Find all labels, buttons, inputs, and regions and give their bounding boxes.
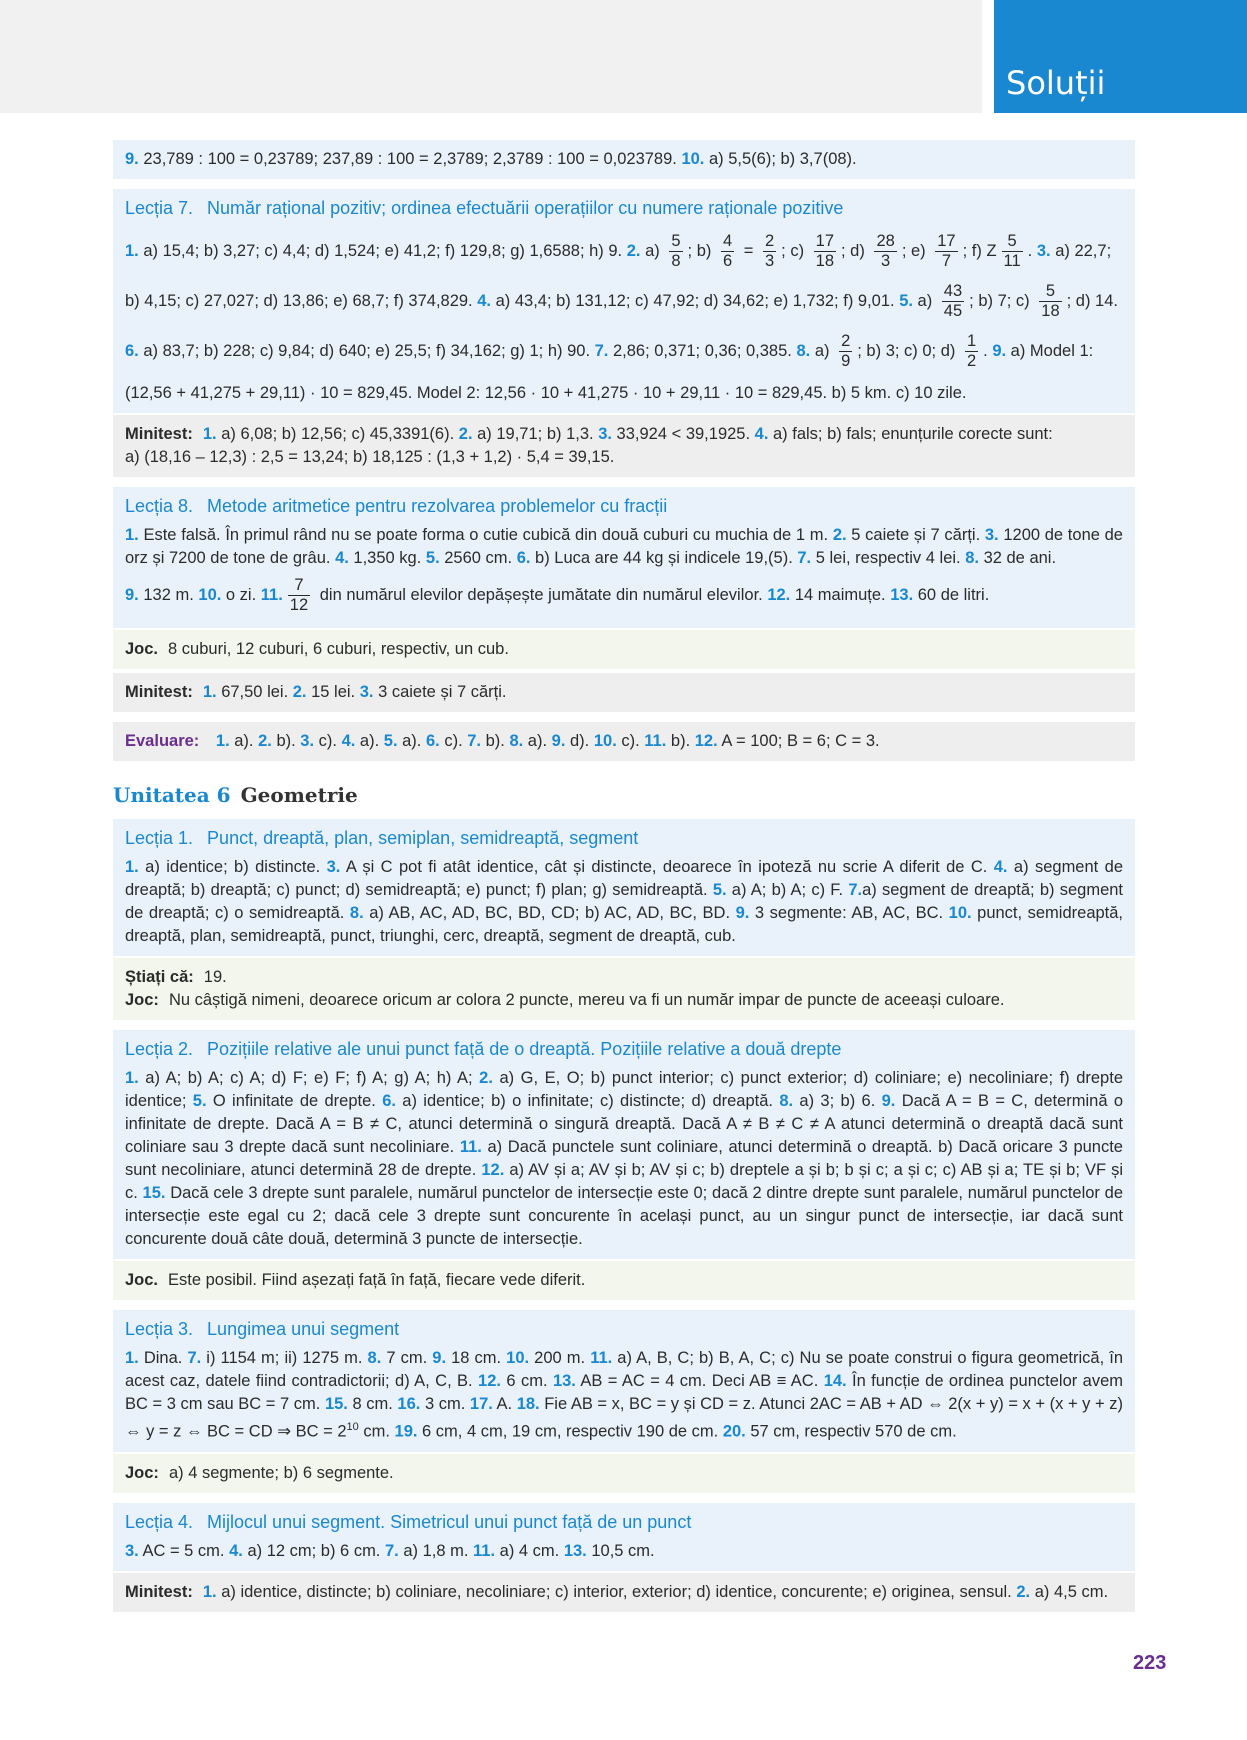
solutions-content [113,140,1135,1622]
answer-text: 8 cuburi, 12 cuburi, 6 cuburi, respectiv, un cub. [168,640,509,658]
fraction [814,232,836,271]
answer-text: 200 m. [529,1349,591,1367]
game-label: Joc. [125,640,159,658]
answer-number: 1. [125,1349,139,1367]
lesson-7-minitest [113,415,1135,477]
answer-text: a) 4 segmente; b) 6 segmente. [168,1463,394,1482]
denominator: 7 [941,252,952,271]
answer-text: 67,50 lei. [216,683,293,701]
answer-text: cm. [358,1422,395,1441]
answer-number: 3. [326,858,341,876]
unit-number: Unitatea 6 [113,783,231,807]
answer-line [125,570,1123,620]
answer-text: . [1027,242,1037,260]
answer-text: 3 cm. [420,1395,470,1413]
answer-number: 13. [552,1372,576,1390]
answer-number: 3. [359,683,374,701]
numerator: 2 [841,332,851,351]
answer-text: 15 lei. [306,683,360,701]
answer-number: 11. [473,1541,496,1560]
answer-text: ; d) [841,242,870,260]
answer-text: 57 cm, respectiv 570 de cm. [745,1422,957,1441]
answer-text: a). [229,732,259,750]
lesson-name: Număr rațional pozitiv; ordinea efectuării operațiilor cu numere raționale pozitive [207,198,844,218]
game-label: Joc: [125,991,159,1009]
answer-number: 9. [551,732,566,750]
answer-line [125,730,1123,753]
answer-text: 6 cm. [500,1372,553,1390]
answer-text: a) 4 cm. [495,1541,564,1560]
answer-text: a). [523,732,552,750]
denominator: 12 [289,596,309,615]
denominator: 6 [722,252,733,271]
answer-line [125,966,1123,989]
answer-text: 2560 cm. [439,549,517,567]
geometry-lesson-4-box [113,1503,1135,1571]
answer-text: ; f) Z [962,242,997,260]
lesson-name: Mijlocul unui segment. Simetricul unui punct față de un punct [207,1511,692,1532]
geometry-lesson-1-extras [113,958,1135,1020]
answer-number: 6. [425,732,440,750]
answer-line [125,1462,1123,1485]
answer-number: 10. [198,586,222,604]
answer-text: AB = AC = 4 cm. Deci AB ≡ AC. [575,1372,824,1390]
answer-text: 5 caiete și 7 cărți. [846,526,985,544]
answer-text: În funcție de ordinea punctelor avem BC = 3 cm sau BC = 7 cm. [125,1372,1123,1413]
answer-number: 2. [258,732,272,750]
answer-number: 4. [341,732,356,750]
answer-text: AC = 5 cm. [138,1541,230,1560]
answer-number: 2. [1016,1582,1031,1601]
answer-line [125,326,1123,376]
answer-text: a) Model 1: [1006,342,1094,360]
answer-line [125,1269,1123,1292]
answer-text: Fie AB = x, BC = y și CD = z. Atunci 2AC = AB + AD ⇔ 2(x + y) = x + (x + y + z) ⇔ y = z ⇔ BC = CD ⇒ BC = 2 [125,1395,1123,1441]
answer-text: a) [640,242,665,260]
header-bar [0,0,982,113]
geometry-lesson-2-box [113,1030,1135,1259]
answer-text: punct, semidreaptă, dreaptă, plan, semidreaptă, punct, triunghi, cerc, dreaptă, segment de dreaptă, cub. [125,904,1124,945]
answer-text: 32 de ani. [978,549,1057,567]
answer-text: 60 de litri. [913,586,990,604]
answer-number: 5. [383,732,398,750]
answer-text: = [739,242,758,260]
answer-text: ; b) 7; c) [969,292,1035,310]
answer-text: a) 4,5 cm. [1030,1582,1109,1601]
lesson-title [125,197,1123,220]
answer-number: 10. [681,150,705,168]
answer-text: a) 43,4; b) 131,12; c) 47,92; d) 34,62; e) 1,732; f) 9,01. [491,292,900,310]
denominator: 3 [764,252,775,271]
answer-number: 8. [509,732,524,750]
answer-number: 3. [125,1541,139,1560]
answer-line: a) (18,16 – 12,3) : 2,5 = 13,24; b) 18,125 : (1,3 + 1,2) · 5,4 = 39,15. [125,448,615,466]
game-label: Joc. [125,1271,159,1289]
numerator: 17 [815,232,835,251]
answer-text: a). [397,732,426,750]
evaluation-label: Evaluare: [125,732,200,750]
answer-text: a) identice; b) distincte. [138,858,327,876]
answer-text: 6 cm, 4 cm, 19 cm, respectiv 190 de cm. [417,1422,723,1441]
answer-text: 3 caiete și 7 cărți. [373,683,507,701]
answer-number: 6. [382,1092,396,1110]
answer-text: Este posibil. Fiind așezați față în față, fiecare vede diferit. [168,1271,586,1289]
numerator: 5 [1039,282,1061,302]
answer-text: 33,924 < 39,1925. [611,425,755,443]
answer-paragraph [125,856,1123,948]
answer-number: 1. [202,683,217,701]
answer-number: 15. [324,1395,348,1413]
fraction [669,232,682,271]
answer-line [125,989,1123,1012]
answer-text: a) 6,08; b) 12,56; c) 45,3391(6). [216,425,459,443]
minitest-label: Minitest: [125,1582,193,1601]
answer-text: 1200 de tone de orz și 7200 de tone de grâu. [125,526,1123,567]
answer-text: a) AV și a; AV și b; AV și c; b) dreptele a și b; b și c; a și c; c) AB și a; TE și b; VF și c. [125,1161,1123,1202]
answer-number: 1. [125,242,139,260]
denominator: 18 [815,252,835,271]
answer-text: a) 3; b) 6. [793,1092,882,1110]
answer-paragraph [125,524,1123,570]
denominator: 9 [841,352,851,371]
answer-number: 17. [469,1395,493,1413]
solutions-box-previous [113,140,1135,179]
answer-number: 1. [202,425,217,443]
answer-text: ; c) [781,242,809,260]
fraction [839,332,852,371]
answer-number: 9. [735,904,750,922]
answer-line [125,226,1123,276]
answer-paragraph [125,1347,1123,1444]
answer-number: 7. [187,1349,202,1367]
fraction [1002,232,1023,271]
answer-number: 6. [516,549,531,567]
answer-number: 11. [459,1138,482,1156]
lesson-name: Pozițiile relative ale unui punct față de o dreaptă. Pozițiile relative a două drepte [207,1039,842,1059]
answer-text: ; e) [901,242,931,260]
exponent: 10 [346,1421,359,1433]
lesson-title [125,1038,1123,1061]
answer-paragraph [125,1067,1123,1251]
answer-number: 5. [712,881,727,899]
answer-number: 8. [796,342,811,360]
answer-text: 18 cm. [446,1349,507,1367]
lesson-8-box [113,487,1135,628]
answer-number: 10. [593,732,617,750]
answer-number: 12. [767,586,791,604]
answer-number: 9. [125,150,139,168]
answer-line [125,276,1123,326]
numerator: 28 [876,232,895,251]
answer-text: a) AB, AC, AD, BC, BD, CD; b) AC, AD, BC, BD. [363,904,736,922]
answer-number: 8. [367,1349,382,1367]
answer-number: 20. [722,1422,746,1441]
game-label: Joc: [125,1463,159,1482]
answer-text: 14 maimuțe. [790,586,891,604]
answer-number: 19. [394,1422,418,1441]
answer-text: a) A, B, C; b) B, A, C; c) Nu se poate construi o figura geometrică, în acest caz, datele fiind contradictorii; d) A, C, B. [125,1349,1124,1390]
answer-text: a) A; b) A; c) A; d) F; e) F; f) A; g) A; h) A; [138,1069,480,1087]
fraction [1039,282,1061,321]
answer-text: a). [355,732,384,750]
geometry-lesson-3-box [113,1310,1135,1452]
lesson-number: Lecția 7. [125,198,194,218]
answer-number: 3. [1036,242,1051,260]
answer-text: Nu câștigă nimeni, deoarece oricum ar colora 2 puncte, mereu va fi un număr impar de puncte de aceeași culoare. [168,991,1005,1009]
answer-text: d). [565,732,594,750]
answer-number: 10. [948,904,972,922]
answer-number: 8. [779,1092,794,1110]
answer-text: Dacă cele 3 drepte sunt paralele, numărul punctelor de intersecție este 0; dacă 2 dintre drepte sunt paralele, numărul punctelor de intersecție este egal cu 2; dacă cele 3 drepte sunt concurente în același punct, au un singur punct de intersecție, iar dacă sunt concurente două câte două, determină 3 puncte de intersecție. [125,1184,1123,1248]
answer-number: 11. [260,586,283,604]
answer-number: 7. [594,342,609,360]
answer-text: a) 19,71; b) 1,3. [472,425,599,443]
lesson-title [125,827,1123,850]
answer-number: 7. [797,549,812,567]
answer-text: a) identice, distincte; b) coliniare, necoliniare; c) interior, exterior; d) identice, concurente; e) originea, sensul. [216,1582,1017,1601]
answer-text: 8 cm. [347,1395,398,1413]
answer-number: 13. [563,1541,587,1560]
answer-number: 9. [432,1349,447,1367]
answer-number: 5. [899,292,913,310]
answer-text: a) segment de dreaptă; b) dreaptă; c) punct; d) semidreaptă; e) punct; f) plan; g) semidreaptă. [125,858,1123,899]
denominator: 11 [1003,252,1021,271]
answer-number: 4. [477,292,491,310]
answer-number: 12. [478,1372,501,1390]
answer-text: a) 22,7; [1050,242,1112,260]
numerator: 17 [937,232,956,251]
answer-text: a) 12 cm; b) 6 cm. [242,1541,385,1560]
minitest-label: Minitest: [125,683,193,701]
answer-number: 2. [832,526,847,544]
denominator: 8 [671,252,681,271]
geometry-lesson-1-box [113,819,1135,956]
answer-text: 1,350 kg. [348,549,426,567]
numerator: 7 [288,576,310,596]
answer-text: c). [439,732,468,750]
fraction [942,282,964,321]
minitest-label: Minitest: [125,425,193,443]
answer-text: b). [271,732,301,750]
answer-text: ; b) 3; c) 0; d) [857,342,960,360]
answer-text: Este falsă. În primul rând nu se poate forma o cutie cubică din două cuburi cu muchia de 1 m. [138,526,833,544]
page-number: 223 [1133,1652,1167,1674]
answer-text: a) 5,5(6); b) 3,7(08). [704,150,857,168]
answer-number: 2. [479,1069,493,1087]
geometry-lesson-3-game [113,1454,1135,1493]
answer-number: 1. [125,1069,139,1087]
answer-number: 12. [694,732,718,750]
answer-line [125,148,1123,171]
answer-text: 3 segmente: AB, AC, BC. [749,904,949,922]
lesson-name: Lungimea unui segment [207,1319,400,1339]
answer-number: 3. [984,526,999,544]
lesson-title [125,1511,1123,1534]
answer-number: 8. [965,549,979,567]
numerator: 5 [1002,232,1023,252]
section-tab [994,0,1247,113]
answer-text: b) Luca are 44 kg și indicele 19,(5). [530,549,798,567]
answer-number: 3. [598,425,612,443]
answer-number: 7. [467,732,481,750]
answer-text: a) [810,342,835,360]
answer-number: 1. [125,526,139,544]
geometry-lesson-2-game [113,1261,1135,1300]
lesson-number: Lecția 3. [125,1319,194,1339]
numerator: 2 [764,232,775,251]
unit-title: Geometrie [240,783,358,807]
fraction [763,232,776,271]
answer-number: 3. [300,732,315,750]
answer-text: din numărul elevilor depășește jumătate din numărul elevilor. [315,586,768,604]
lesson-8-minitest [113,673,1135,712]
lesson-7-box [113,189,1135,413]
answer-number: 2. [292,683,307,701]
answer-number: 14. [823,1372,847,1390]
answer-number: 16. [397,1395,421,1413]
answer-text: Dina. [138,1349,188,1367]
answer-number: 4. [335,549,349,567]
answer-text: Dacă A = B = C, determină o infinitate de drepte. Dacă A = B ≠ C, atunci determină o singură dreaptă. Dacă A ≠ B ≠ C ≠ A atunci determină o dreaptă dacă sunt coliniare sau 3 drepte dacă sunt necoliniare. [125,1092,1124,1156]
numerator: 1 [966,332,977,351]
lesson-number: Lecția 2. [125,1039,194,1059]
numerator: 43 [943,282,963,301]
answer-number: 11. [590,1349,613,1367]
answer-number: 11. [644,732,667,750]
lesson-number: Lecția 1. [125,828,194,848]
answer-text: b) 4,15; c) 27,027; d) 13,86; e) 68,7; f) 374,829. [125,292,478,310]
denominator: 45 [943,302,963,321]
answer-number: 2. [458,425,473,443]
answer-line [125,423,1123,446]
answer-text: a) Dacă punctele sunt coliniare, atunci determină o dreaptă. b) Dacă oricare 3 puncte sunt necoliniare, atunci determină 28 de drepte. [125,1138,1123,1179]
answer-text: a) G, E, O; b) punct interior; c) punct exterior; d) coliniare; e) necoliniare; f) drepte identice; [125,1069,1123,1110]
answer-text: 2,86; 0,371; 0,36; 0,385. [608,342,797,360]
answer-text: O infinitate de drepte. [206,1092,383,1110]
answer-text: i) 1154 m; ii) 1275 m. [201,1349,368,1367]
answer-text: A și C pot fi atât identice, cât și distincte, deoarece în ipoteză nu scrie A diferit de C. [340,858,994,876]
fraction [965,332,978,371]
answer-number: 4. [993,858,1008,876]
geometry-lesson-4-minitest [113,1573,1135,1612]
lesson-title [125,1318,1123,1341]
answer-text: 7 cm. [381,1349,433,1367]
answer-text: a) 15,4; b) 3,27; c) 4,4; d) 1,524; e) 41,2; f) 129,8; g) 1,6588; h) 9. [138,242,627,260]
answer-number: 2. [626,242,641,260]
answer-text: A = 100; B = 6; C = 3. [717,732,880,750]
answer-number: 9. [881,1092,896,1110]
answer-number: 1. [215,732,230,750]
answer-text: 5 lei, respectiv 4 lei. [811,549,966,567]
section-title: Soluții [1006,64,1106,102]
answer-number: 18. [516,1395,540,1413]
answer-line [125,1581,1123,1604]
fraction [721,232,734,271]
answer-text: ; b) [687,242,716,260]
answer-line [125,681,1123,704]
lesson-number: Lecția 4. [125,1511,194,1532]
answer-text: a) 1,8 m. [398,1541,474,1560]
answer-line [125,638,1123,661]
answer-text: b). [481,732,510,750]
answer-line: (12,56 + 41,275 + 29,11) · 10 = 829,45. Model 2: 12,56 · 10 + 41,275 · 10 + 29,11 · 10 = 829,45. b) 5 km. c) 10 zile. [125,384,967,402]
answer-text: 132 m. [138,586,199,604]
answer-number: 4. [229,1541,243,1560]
answer-number: 5. [192,1092,207,1110]
fraction [874,232,896,271]
answer-number: 9. [992,342,1007,360]
answer-number: 1. [125,858,139,876]
answer-number: 5. [425,549,440,567]
answer-text: ; d) 14. [1066,292,1118,310]
numerator: 4 [722,232,733,251]
answer-line [125,1540,1123,1563]
fraction [935,232,957,271]
answer-text: A. [492,1395,517,1413]
evaluation-box [113,722,1135,761]
answer-text: a) [912,292,937,310]
answer-text: b). [666,732,695,750]
answer-text: a) fals; b) fals; enunțurile corecte sunt: [768,425,1053,443]
denominator: 3 [881,252,891,271]
answer-text: a) identice; b) o infinitate; c) distincte; d) dreaptă. [395,1092,780,1110]
lesson-title [125,495,1123,518]
answer-number: 9. [125,586,139,604]
lesson-number: Lecția 8. [125,496,194,516]
fraction [288,576,310,615]
answer-text: . [983,342,993,360]
lesson-name: Punct, dreaptă, plan, semiplan, semidreaptă, segment [207,828,639,848]
answer-text: 10,5 cm. [586,1541,655,1560]
numerator: 5 [671,232,681,251]
answer-number: 4. [754,425,769,443]
answer-text: 19. [203,968,227,986]
answer-text: a) 83,7; b) 228; c) 9,84; d) 640; e) 25,5; f) 34,162; g) 1; h) 90. [138,342,595,360]
unit-header [113,783,1135,807]
denominator: 18 [1041,302,1060,321]
answer-number: 10. [506,1349,530,1367]
answer-number: 6. [125,342,139,360]
lesson-name: Metode aritmetice pentru rezolvarea problemelor cu fracții [207,496,668,516]
answer-text: a) segment de dreaptă; b) segment de dreaptă; c) o semidreaptă. [125,881,1124,922]
answer-number: 1. [202,1582,217,1601]
answer-number: 12. [481,1161,505,1179]
denominator: 2 [966,352,977,371]
did-you-know-label: Știați că: [125,968,194,986]
answer-number: 8. [349,904,364,922]
answer-number: 13. [890,586,914,604]
answer-number: 15. [142,1184,166,1202]
answer-text: a) A; b) A; c) F. [726,881,849,899]
answer-number: 7. [848,881,863,899]
answer-text: c). [616,732,645,750]
answer-number: 7. [384,1541,399,1560]
answer-text: o zi. [221,586,261,604]
lesson-8-game [113,630,1135,669]
answer-text: 23,789 : 100 = 0,23789; 237,89 : 100 = 2,3789; 2,3789 : 100 = 0,023789. [138,150,682,168]
answer-text: c). [314,732,342,750]
